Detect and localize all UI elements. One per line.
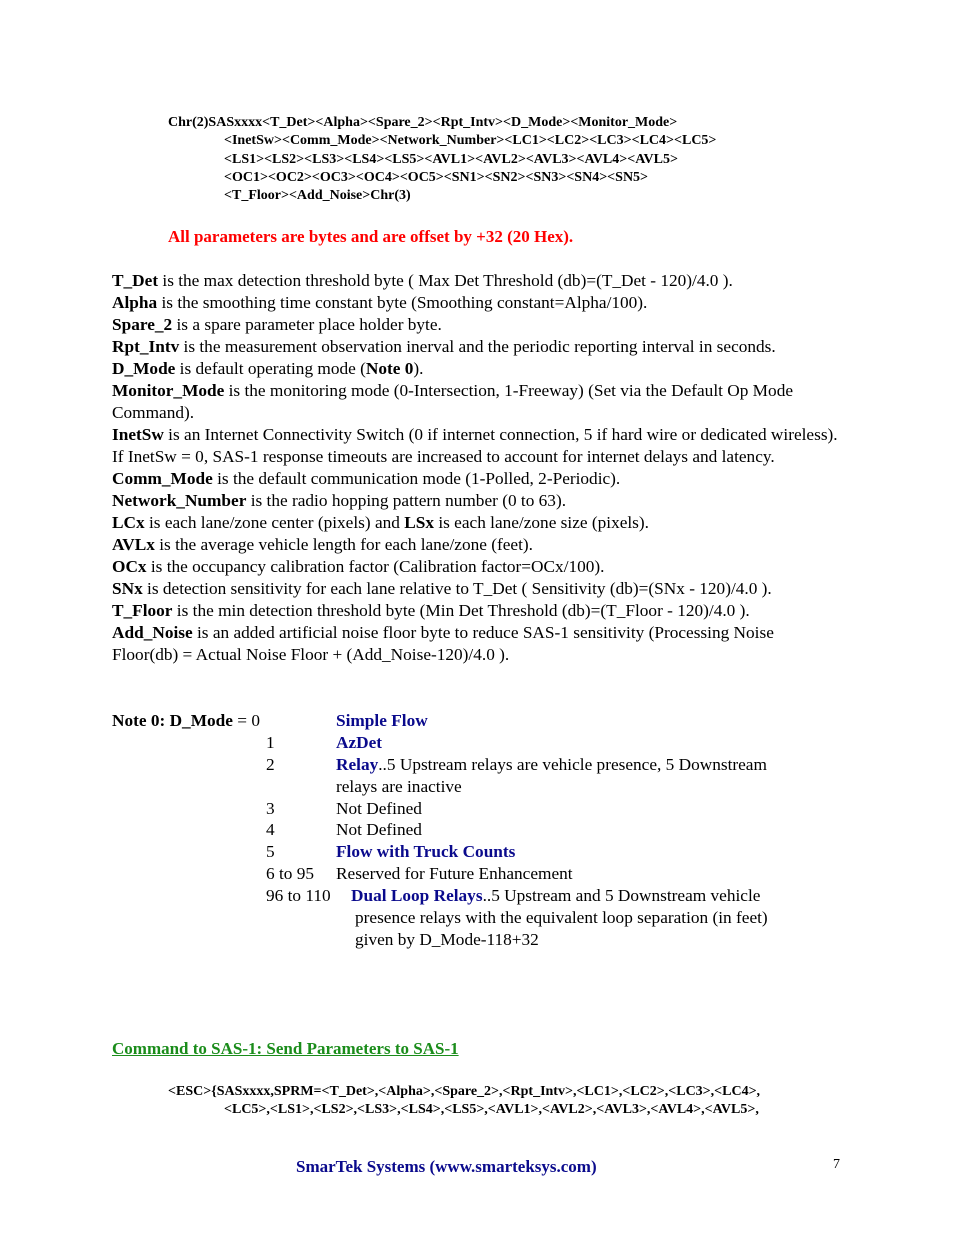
mode-desc: relays are inactive [336, 777, 462, 796]
term: LSx [404, 513, 435, 532]
command-line: <LC5>,<LS1>,<LS2>,<LS3>,<LS4>,<LS5>,<AVL1>,<AVL2>,<AVL3>,<AVL4>,<AVL5>, [224, 1102, 759, 1118]
term: SNx [112, 579, 143, 598]
definition [112, 600, 842, 622]
definition-text: is detection sensitivity for each lane relative to T_Det ( Sensitivity (db)=(SNx - 120)/4.0 ). [142, 579, 772, 598]
term: OCx [112, 557, 147, 576]
term: Network_Number [112, 491, 247, 510]
mode-desc: presence relays with the equivalent loop separation (in feet) [355, 908, 768, 927]
mode-value: 96 to 110 [266, 886, 331, 905]
definition [112, 578, 842, 600]
term: AVLx [112, 535, 155, 554]
definition-text: is the default communication mode (1-Polled, 2-Periodic). [212, 469, 621, 488]
mode-name: Dual Loop Relays [351, 886, 483, 905]
definition-text: is the occupancy calibration factor (Calibration factor=OCx/100). [146, 557, 605, 576]
mode-desc: ..5 Upstream and 5 Downstream vehicle [482, 886, 761, 905]
term: Rpt_Intv [112, 337, 180, 356]
term: D_Mode [112, 359, 176, 378]
definition-text: is the max detection threshold byte ( Max Det Threshold (db)=(T_Det - 120)/4.0 ). [158, 271, 733, 290]
note0-label [112, 710, 260, 732]
definition [112, 556, 842, 578]
mode-name: Simple Flow [336, 711, 428, 730]
definition [112, 468, 842, 490]
footer-text: SmarTek Systems (www.smarteksys.com) [296, 1157, 597, 1176]
definition-text: is an Internet Connectivity Switch (0 if internet connection, 5 if hard wire or dedicated wireless). If InetSw = 0, SAS-1 response timeouts are increased to account for internet delays and latency. [112, 425, 838, 466]
command-heading: Command to SAS-1: Send Parameters to SAS-1 [112, 1039, 459, 1058]
term: InetSw [112, 425, 164, 444]
definition-text: is an added artificial noise floor byte to reduce SAS-1 sensitivity (Processing Noise Floor(db) = Actual Noise Floor + (Add_Noise-120)/4.0 ). [112, 623, 774, 664]
command-line: <ESC>{SASxxxx,SPRM=<T_Det>,<Alpha>,<Spare_2>,<Rpt_Intv>,<LC1>,<LC2>,<LC3>,<LC4>, [168, 1084, 761, 1099]
definition-text: is each lane/zone size (pixels). [434, 513, 649, 532]
definition [112, 292, 842, 314]
definition-text: is the average vehicle length for each lane/zone (feet). [154, 535, 533, 554]
note0-eq: = 0 [232, 711, 260, 730]
mode-desc: Reserved for Future Enhancement [336, 864, 573, 883]
definition [112, 336, 842, 358]
mode-value: 4 [266, 820, 275, 839]
definition [112, 512, 842, 534]
definition-text: ). [413, 359, 424, 378]
mode-value: 1 [266, 733, 275, 752]
mode-value: 2 [266, 755, 275, 774]
note0-title: Note 0: D_Mode [112, 711, 233, 730]
mode-desc: ..5 Upstream relays are vehicle presence, 5 Downstream [378, 755, 767, 774]
page-number: 7 [833, 1157, 840, 1172]
definition [112, 622, 842, 666]
term: Add_Noise [112, 623, 193, 642]
definition-text: is default operating mode ( [175, 359, 366, 378]
syntax-line: <T_Floor><Add_Noise>Chr(3) [224, 188, 411, 204]
mode-desc: given by D_Mode-118+32 [355, 930, 539, 949]
mode-value: 6 to 95 [266, 864, 315, 883]
syntax-line: <OC1><OC2><OC3><OC4><OC5><SN1><SN2><SN3><SN4><SN5> [224, 169, 649, 185]
term: T_Det [112, 271, 159, 290]
definition [112, 534, 842, 556]
definition [112, 380, 842, 424]
term: LCx [112, 513, 145, 532]
term: Comm_Mode [112, 469, 213, 488]
term: T_Floor [112, 601, 173, 620]
syntax-line: Chr(2)SASxxxx<T_Det><Alpha><Spare_2><Rpt_Intv><D_Mode><Monitor_Mode> [168, 115, 678, 130]
mode-desc: Not Defined [336, 799, 422, 818]
syntax-line: <LS1><LS2><LS3><LS4><LS5><AVL1><AVL2><AVL3><AVL4><AVL5> [224, 151, 678, 167]
definition [112, 270, 842, 292]
definition-text: is the min detection threshold byte (Min Det Threshold (db)=(T_Floor - 120)/4.0 ). [172, 601, 750, 620]
definition-text: is a spare parameter place holder byte. [172, 315, 442, 334]
term: Monitor_Mode [112, 381, 225, 400]
definition-text: is the radio hopping pattern number (0 to 63). [246, 491, 567, 510]
definition-text: is each lane/zone center (pixels) and [144, 513, 405, 532]
definition [112, 424, 842, 468]
syntax-line: <InetSw><Comm_Mode><Network_Number><LC1><LC2><LC3><LC4><LC5> [224, 133, 717, 149]
note-ref: Note 0 [365, 359, 414, 378]
definition-text: is the monitoring mode (0-Intersection, 1-Freeway) (Set via the Default Op Mode Command). [112, 381, 793, 422]
mode-entry [351, 885, 760, 907]
mode-name: AzDet [336, 733, 383, 752]
definition [112, 490, 842, 512]
definition-text: is the smoothing time constant byte (Smoothing constant=Alpha/100). [157, 293, 648, 312]
term: Spare_2 [112, 315, 173, 334]
term: Alpha [112, 293, 158, 312]
mode-name: Flow with Truck Counts [336, 842, 516, 861]
offset-note: All parameters are bytes and are offset by +32 (20 Hex). [168, 227, 574, 246]
mode-value: 3 [266, 799, 275, 818]
definition [112, 358, 842, 380]
syntax-block [168, 114, 716, 205]
definition [112, 314, 842, 336]
command-block [168, 1083, 760, 1120]
mode-desc: Not Defined [336, 820, 422, 839]
definition-text: is the measurement observation inerval and the periodic reporting interval in seconds. [179, 337, 776, 356]
definitions-list [112, 270, 842, 666]
mode-entry [336, 754, 767, 776]
mode-name: Relay [336, 755, 379, 774]
mode-value: 5 [266, 842, 275, 861]
